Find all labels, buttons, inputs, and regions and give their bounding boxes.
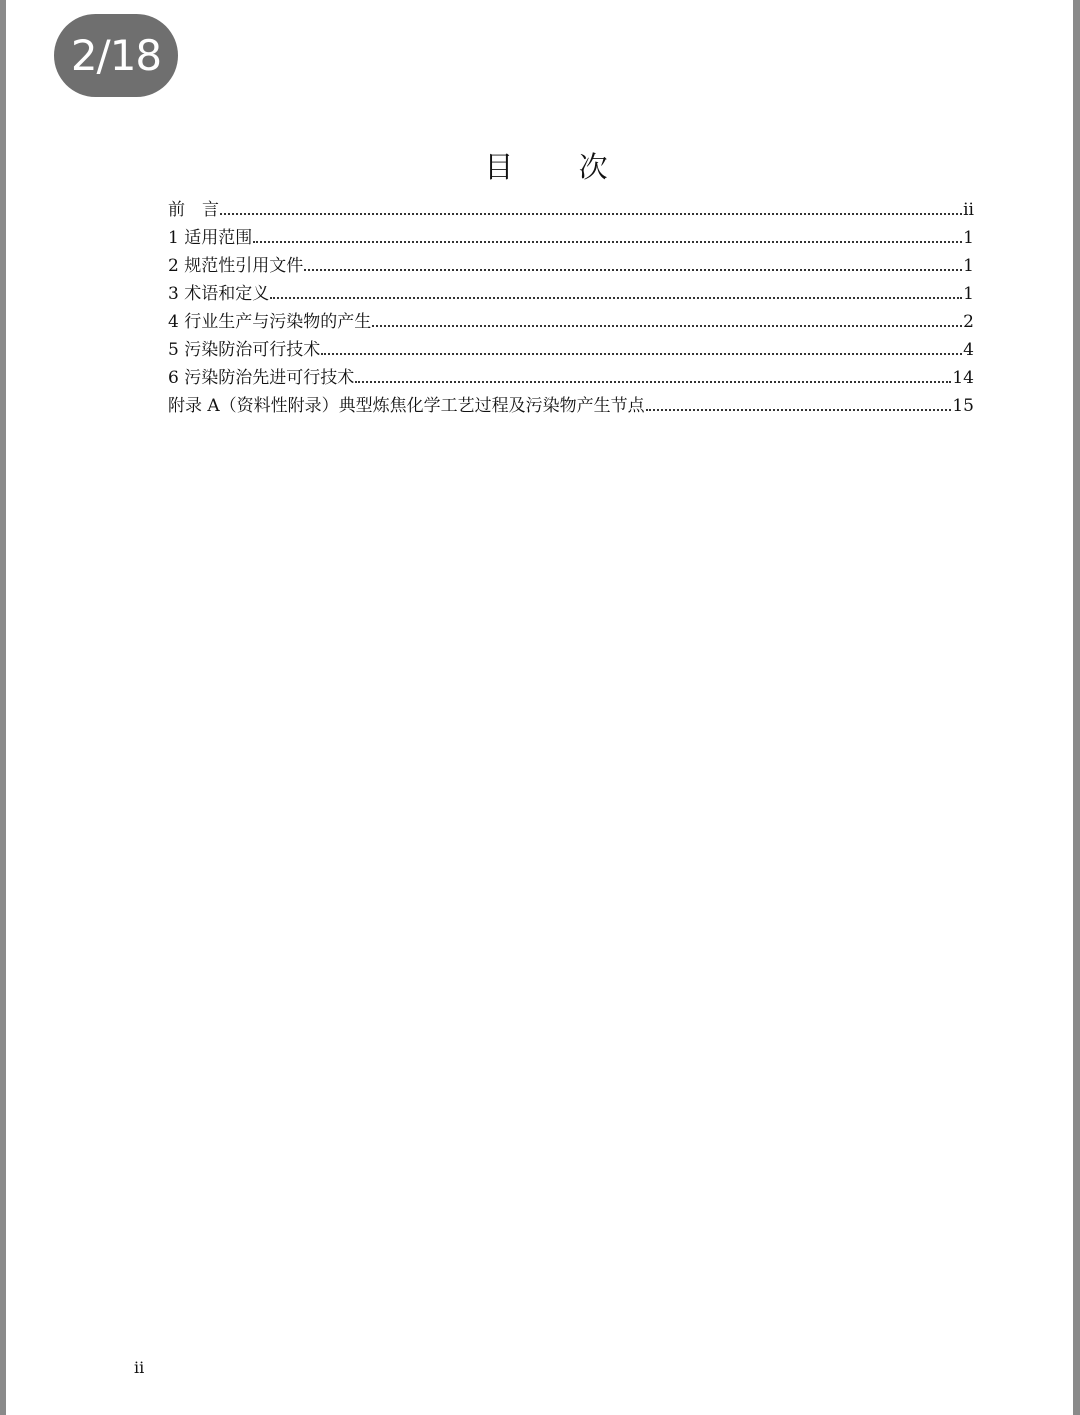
table-of-contents xyxy=(168,196,974,420)
toc-entry-label: 5 污染防治可行技术 xyxy=(168,340,321,360)
toc-entry-page: ii xyxy=(963,200,974,220)
page-indicator-badge: 2/18 xyxy=(54,14,178,97)
toc-dot-leader xyxy=(270,297,962,299)
toc-entry-scope[interactable] xyxy=(168,224,974,252)
toc-dot-leader xyxy=(253,241,962,243)
toc-entry-production-pollutants[interactable] xyxy=(168,308,974,336)
toc-entry-page: 2 xyxy=(963,312,974,332)
toc-dot-leader xyxy=(646,409,952,411)
toc-entry-page: 14 xyxy=(952,368,974,388)
toc-entry-page: 1 xyxy=(963,228,974,248)
document-page xyxy=(6,0,1073,1415)
toc-entry-preface[interactable] xyxy=(168,196,974,224)
toc-dot-leader xyxy=(321,353,962,355)
toc-dot-leader xyxy=(220,213,962,215)
toc-entry-page: 4 xyxy=(963,340,974,360)
toc-entry-label: 4 行业生产与污染物的产生 xyxy=(168,312,372,332)
toc-entry-appendix-a[interactable] xyxy=(168,392,974,420)
toc-dot-leader xyxy=(304,269,962,271)
toc-entry-terms-definitions[interactable] xyxy=(168,280,974,308)
toc-entry-page: 15 xyxy=(952,396,974,416)
toc-dot-leader xyxy=(355,381,951,383)
toc-entry-normative-references[interactable] xyxy=(168,252,974,280)
toc-entry-advanced-techniques[interactable] xyxy=(168,364,974,392)
toc-title: 目 次 xyxy=(484,150,636,184)
footer-page-number: ii xyxy=(134,1358,145,1377)
toc-entry-label: 附录 A（资料性附录）典型炼焦化学工艺过程及污染物产生节点 xyxy=(168,396,645,416)
toc-entry-label: 3 术语和定义 xyxy=(168,284,270,304)
toc-entry-page: 1 xyxy=(963,256,974,276)
toc-entry-label: 前 言 xyxy=(168,200,219,220)
viewer-frame-right xyxy=(1073,0,1080,1415)
toc-dot-leader xyxy=(372,325,962,327)
toc-entry-feasible-techniques[interactable] xyxy=(168,336,974,364)
toc-entry-label: 2 规范性引用文件 xyxy=(168,256,304,276)
toc-entry-label: 1 适用范围 xyxy=(168,228,253,248)
toc-entry-page: 1 xyxy=(963,284,974,304)
toc-entry-label: 6 污染防治先进可行技术 xyxy=(168,368,355,388)
